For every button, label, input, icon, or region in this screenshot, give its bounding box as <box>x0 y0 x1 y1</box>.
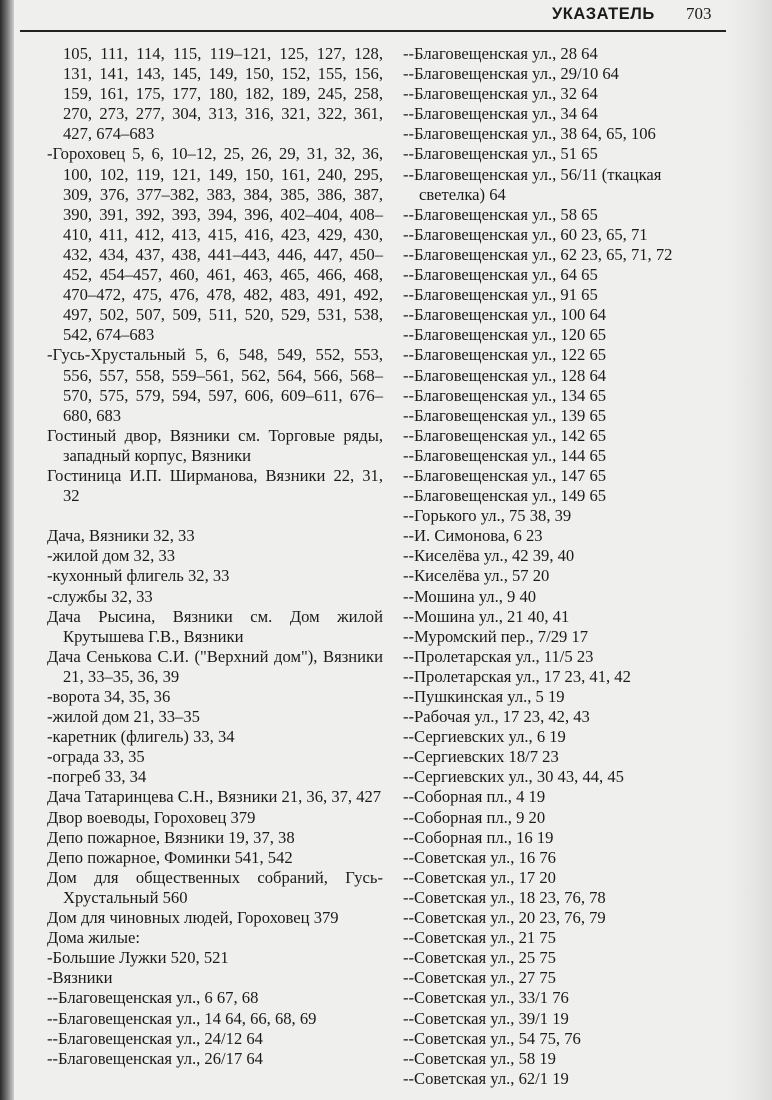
index-entry: -жилой дом 21, 33–35 <box>47 707 200 727</box>
index-entry: --Благовещенская ул., 139 65 <box>403 405 607 425</box>
index-entry: --Благовещенская ул., 38 64, 65, 106 <box>403 124 656 144</box>
index-entry: --Благовещенская ул., 6 67, 68 <box>47 988 259 1008</box>
index-entry: --Соборная пл., 16 19 <box>403 827 554 847</box>
index-entry: --Пролетарская ул., 11/5 23 <box>403 646 594 666</box>
index-entry: --Благовещенская ул., 64 65 <box>403 265 598 285</box>
index-entry: --Благовещенская ул., 144 65 <box>403 445 607 465</box>
index-entry: Дача, Вязники 32, 33 <box>47 526 195 546</box>
index-entry: Двор воеводы, Гороховец 379 <box>47 807 256 827</box>
index-entry: --Соборная пл., 9 20 <box>403 807 546 827</box>
index-entry: --Советская ул., 62/1 19 <box>403 1068 569 1088</box>
index-entry: --Мошина ул., 9 40 <box>403 586 537 606</box>
index-entry: --Сергиевских 18/7 23 <box>403 747 559 767</box>
index-entry: --Благовещенская ул., 58 65 <box>403 204 598 224</box>
index-entry: --Советская ул., 54 75, 76 <box>403 1028 581 1048</box>
index-entry: --Благовещенская ул., 142 65 <box>403 425 607 445</box>
index-entry: Дом для чиновных людей, Гороховец 379 <box>47 908 339 928</box>
index-entry: -ворота 34, 35, 36 <box>47 687 171 706</box>
index-entry: --Советская ул., 16 76 <box>403 847 556 867</box>
index-entry: --Советская ул., 25 75 <box>403 948 556 968</box>
index-entry: --Благовещенская ул., 149 65 <box>403 486 607 506</box>
running-header <box>0 0 772 36</box>
index-entry: --Советская ул., 58 19 <box>403 1048 556 1068</box>
index-entry: --Благовещенская ул., 32 64 <box>403 84 598 104</box>
index-entry: --Советская ул., 17 20 <box>403 867 556 887</box>
index-entry: Депо пожарное, Вязники 19, 37, 38 <box>47 827 295 847</box>
index-entry: --Советская ул., 21 75 <box>403 928 556 948</box>
index-entry: --Благовещенская ул., 60 23, 65, 71 <box>403 224 648 244</box>
index-entry: --Горького ул., 75 38, 39 <box>403 506 572 526</box>
facing-page-edge <box>726 0 772 1100</box>
index-entry: -каретник (флигель) 33, 34 <box>47 727 235 747</box>
index-entry: --Муромский пер., 7/29 17 <box>403 626 589 646</box>
index-entry: --Сергиевских ул., 30 43, 44, 45 <box>403 767 624 787</box>
index-entry: -Вязники <box>47 968 113 988</box>
index-entry: --Благовещенская ул., 122 65 <box>403 345 607 365</box>
index-entry: --Благовещенская ул., 34 64 <box>403 104 598 124</box>
index-entry: --Благовещенская ул., 120 65 <box>403 325 607 345</box>
index-entry: Дача Рысина, Вязники см. Дом жилой Крутышева Г.В., Вязники <box>47 606 383 646</box>
index-entry: Депо пожарное, Фоминки 541, 542 <box>47 847 293 867</box>
index-entry: --Рабочая ул., 17 23, 42, 43 <box>403 707 590 727</box>
index-entry: --Благовещенская ул., 128 64 <box>403 365 607 385</box>
index-entry: --Благовещенская ул., 134 65 <box>403 385 607 405</box>
index-entry: Гостиный двор, Вязники см. Торговые ряды, западный корпус, Вязники <box>47 425 383 465</box>
index-entry: --Сергиевских ул., 6 19 <box>403 727 566 747</box>
index-entry: --Соборная пл., 4 19 <box>403 787 546 807</box>
index-entry: -Большие Лужки 520, 521 <box>47 948 229 968</box>
index-entry: -кухонный флигель 32, 33 <box>47 566 230 586</box>
index-entry: --Советская ул., 20 23, 76, 79 <box>403 908 606 928</box>
index-entry: --Благовещенская ул., 91 65 <box>403 285 598 305</box>
index-entry: --Благовещенская ул., 28 64 <box>403 44 598 63</box>
index-entry: Дома жилые: <box>47 928 140 948</box>
index-entry: --Благовещенская ул., 24/12 64 <box>47 1028 263 1048</box>
book-spine-shadow <box>0 0 14 1100</box>
index-entry: --Благовещенская ул., 56/11 (ткацкая светелка) 64 <box>403 164 662 204</box>
index-entry: --Киселёва ул., 42 39, 40 <box>403 546 575 566</box>
index-entry: Дача Сенькова С.И. ("Верхний дом"), Вязники 21, 33–35, 36, 39 <box>47 646 383 686</box>
index-entry: --Благовещенская ул., 62 23, 65, 71, 72 <box>403 244 673 264</box>
index-entry: -службы 32, 33 <box>47 586 153 606</box>
index-entry: -погреб 33, 34 <box>47 767 147 787</box>
index-entry: --Советская ул., 33/1 76 <box>403 988 569 1008</box>
index-column-left <box>47 44 383 1069</box>
index-entry: -Гусь-Хрустальный 5, 6, 548, 549, 552, 553, 556, 557, 558, 559–561, 562, 564, 566, 568–570, 575, 579, 594, 597, 606, 609–611, 676–680, 683 <box>47 345 383 425</box>
index-entry: Гостиница И.П. Ширманова, Вязники 22, 31, 32 <box>47 465 383 506</box>
index-entry: --Благовещенская ул., 29/10 64 <box>403 64 619 84</box>
index-entry: --Благовещенская ул., 51 65 <box>403 144 598 164</box>
index-entry: -Гороховец 5, 6, 10–12, 25, 26, 29, 31, 32, 36, 100, 102, 119, 121, 149, 150, 161, 240, 295, 309, 376, 377–382, 383, 384, 385, 386, 387, 390, 391, 392, 393, 394, 396, 402–404, 408–410, 411, 412, 413, 415, 416, 423, 429, 430, 432, 434, 437, 438, 441–443, 446, 447, 450–452, 454–457, 460, 461, 463, 465, 466, 468, 470–472, 475, 476, 478, 482, 483, 491, 492, 497, 502, 507, 509, 511, 520, 529, 531, 538, 542, 674–683 <box>47 144 383 345</box>
header-rule <box>20 30 726 32</box>
index-entry: --Благовещенская ул., 26/17 64 <box>47 1048 263 1068</box>
index-entry: 105, 111, 114, 115, 119–121, 125, 127, 128, 131, 141, 143, 145, 149, 150, 152, 155, 156, 159, 161, 175, 177, 180, 182, 189, 245, 258, 270, 273, 277, 304, 313, 316, 321, 322, 361, 427, 674–683 <box>63 44 383 144</box>
index-entry: -жилой дом 32, 33 <box>47 546 176 566</box>
index-entry: --Советская ул., 27 75 <box>403 968 556 988</box>
index-entry: -ограда 33, 35 <box>47 747 145 767</box>
index-entry: Дом для общественных собраний, Гусь-Хрустальный 560 <box>47 867 383 907</box>
index-entry: --Благовещенская ул., 100 64 <box>403 305 607 325</box>
index-entry: --Советская ул., 18 23, 76, 78 <box>403 887 606 907</box>
index-entry: --И. Симонова, 6 23 <box>403 526 543 546</box>
index-entry: --Советская ул., 39/1 19 <box>403 1008 569 1028</box>
index-entry: --Благовещенская ул., 147 65 <box>403 465 607 485</box>
page-number: 703 <box>686 4 712 23</box>
index-entry: --Пушкинская ул., 5 19 <box>403 687 565 706</box>
index-entry: --Киселёва ул., 57 20 <box>403 566 550 586</box>
section-title: УКАЗАТЕЛЬ <box>552 5 655 23</box>
index-entry: --Мошина ул., 21 40, 41 <box>403 606 570 626</box>
index-entry: Дача Татаринцева С.Н., Вязники 21, 36, 37, 427 <box>47 787 382 807</box>
index-entry: --Благовещенская ул., 14 64, 66, 68, 69 <box>47 1008 317 1028</box>
index-entry: --Пролетарская ул., 17 23, 41, 42 <box>403 666 631 686</box>
index-column-right <box>403 44 721 1089</box>
